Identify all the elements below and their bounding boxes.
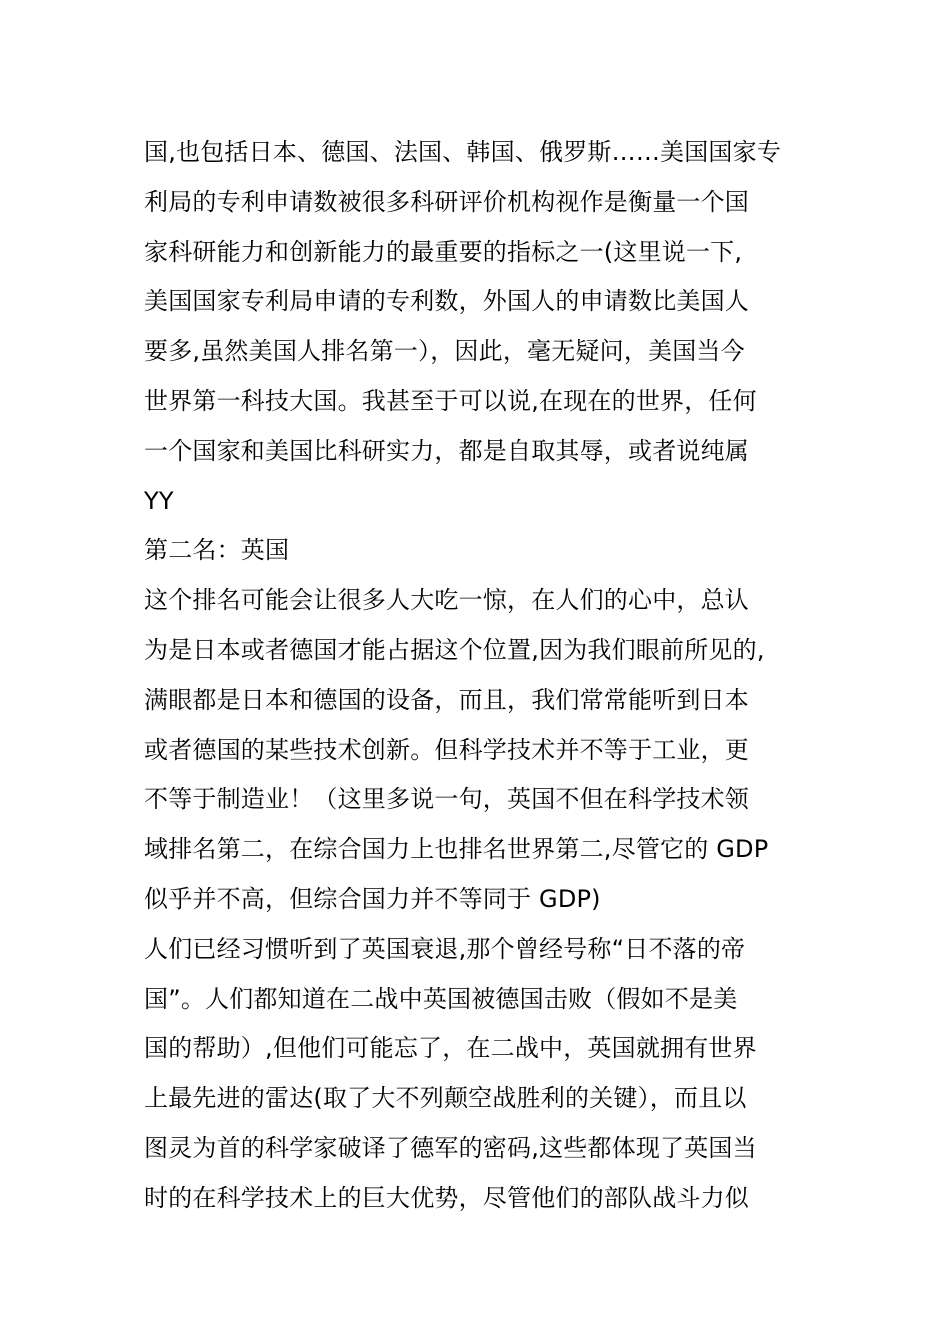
text-line: 国,也包括日本、德国、法国、韩国、俄罗斯……美国国家专 — [144, 138, 782, 166]
text-line: 利局的专利申请数被很多科研评价机构视作是衡量一个国 — [144, 187, 749, 216]
text-line: 家科研能力和创新能力的最重要的指标之一(这里说一下, — [144, 237, 743, 266]
text-line: 或者德国的某些技术创新。但科学技术并不等于工业，更 — [144, 735, 749, 764]
body-text — [144, 128, 824, 1224]
text-line: 不等于制造业！（这里多说一句，英国不但在科学技术领 — [144, 785, 749, 814]
text-line: 上最先进的雷达(取了大不列颠空战胜利的关键），而且以 — [144, 1084, 747, 1113]
text-line: 国的帮助）,但他们可能忘了，在二战中，英国就拥有世界 — [144, 1034, 757, 1063]
section-heading: 第二名：英国 — [144, 536, 290, 565]
text-line: 国”。人们都知道在二战中英国被德国击败（假如不是美 — [144, 984, 738, 1013]
text-line: 似乎并不高，但综合国力并不等同于 GDP) — [144, 884, 601, 913]
text-line: 这个排名可能会让很多人大吃一惊，在人们的心中，总认 — [144, 586, 749, 615]
text-line: 满眼都是日本和德国的设备，而且，我们常常能听到日本 — [144, 685, 749, 714]
text-line: YY — [144, 486, 174, 515]
text-line: 域排名第二，在综合国力上也排名世界第二,尽管它的 GDP — [144, 835, 769, 864]
text-line: 图灵为首的科学家破译了德军的密码,这些都体现了英国当 — [144, 1133, 757, 1162]
text-line: 时的在科学技术上的巨大优势，尽管他们的部队战斗力似 — [144, 1183, 749, 1212]
text-line: 人们已经习惯听到了英国衰退,那个曾经号称“日不落的帝 — [144, 934, 746, 963]
text-line: 一个国家和美国比科研实力，都是自取其辱，或者说纯属 — [144, 436, 749, 465]
text-line: 世界第一科技大国。我甚至于可以说,在现在的世界，任何 — [144, 386, 757, 415]
text-line: 要多,虽然美国人排名第一），因此，毫无疑问，美国当今 — [144, 337, 745, 366]
text-line: 美国国家专利局申请的专利数，外国人的申请数比美国人 — [144, 287, 749, 316]
text-line: 为是日本或者德国才能占据这个位置,因为我们眼前所见的, — [144, 635, 765, 664]
